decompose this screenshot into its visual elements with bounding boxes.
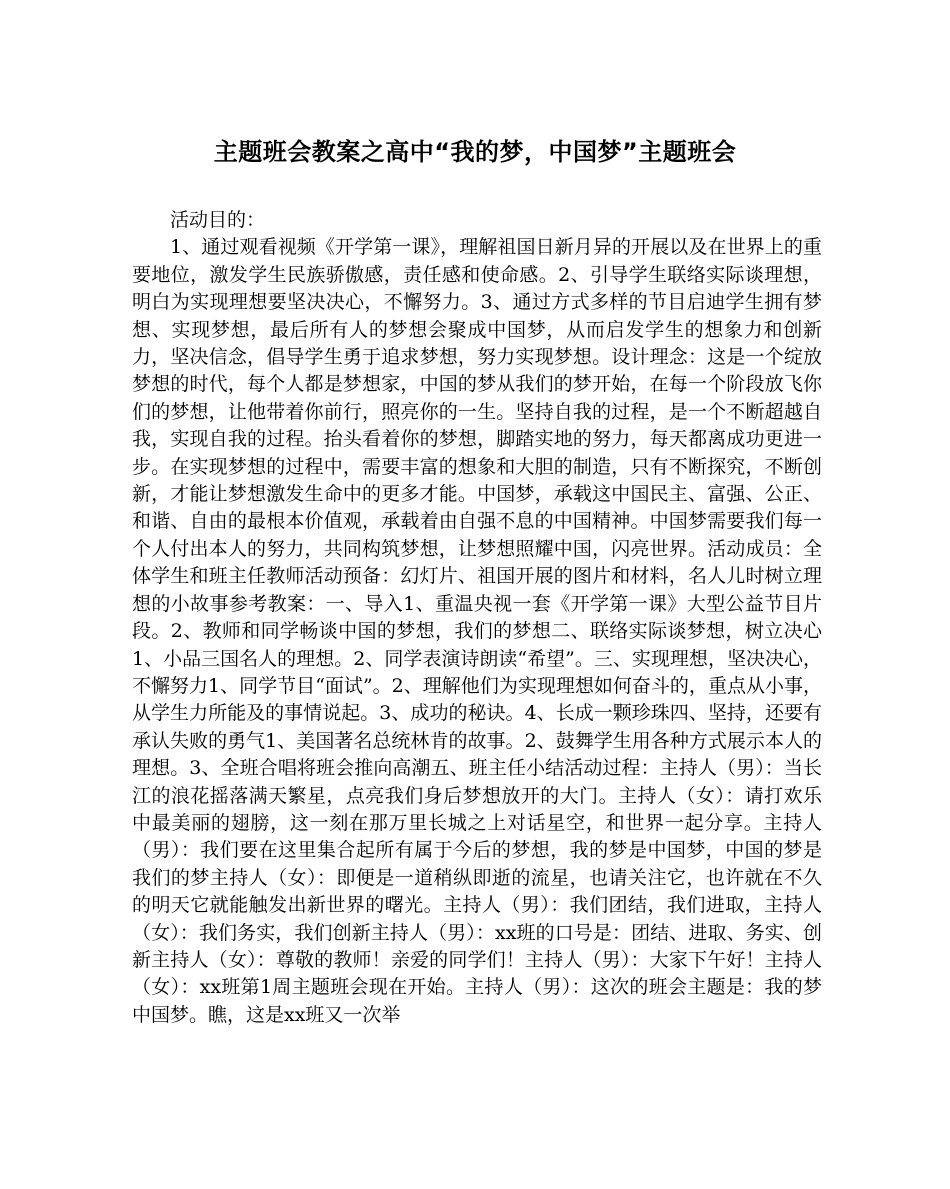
page-title: 主题班会教案之高中“我的梦，中国梦”主题班会: [213, 138, 737, 166]
document-body: [132, 207, 822, 1029]
body-paragraph: 1、通过观看视频《开学第一课》，理解祖国日新月异的开展以及在世界上的重要地位，激发学生民族骄傲感，责任感和使命感。2、引导学生联络实际谈理想，明白为实现理想要坚决决心，不懈努力。3、通过方式多样的节目启迪学生拥有梦想、实现梦想，最后所有人的梦想会聚成中国梦，从而启发学生的想象力和创新力，坚决信念，倡导学生勇于追求梦想，努力实现梦想。设计理念：这是一个绽放梦想的时代，每个人都是梦想家，中国的梦从我们的梦开始，在每一个阶段放飞你们的梦想，让他带着你前行，照亮你的一生。坚持自我的过程，是一个不断超越自我，实现自我的过程。抬头看着你的梦想，脚踏实地的努力，每天都离成功更进一步。在实现梦想的过程中，需要丰富的想象和大胆的制造，只有不断探究，不断创新，才能让梦想激发生命中的更多才能。中国梦，承载这中国民主、富强、公正、和谐、自由的最根本价值观，承载着由自强不息的中国精神。中国梦需要我们每一个人付出本人的努力，共同构筑梦想，让梦想照耀中国，闪亮世界。活动成员：全体学生和班主任教师活动预备：幻灯片、祖国开展的图片和材料，名人儿时树立理想的小故事参考教案：一、导入1、重温央视一套《开学第一课》大型公益节目片段。2、教师和同学畅谈中国的梦想，我们的梦想二、联络实际谈梦想，树立决心1、小品三国名人的理想。2、同学表演诗朗读“希望”。三、实现理想，坚决决心，不懈努力1、同学节目“面试”。2、理解他们为实现理想如何奋斗的，重点从小事，从学生力所能及的事情说起。3、成功的秘诀。4、长成一颗珍珠四、坚持，还要有承认失败的勇气1、美国著名总统林肯的故事。2、鼓舞学生用各种方式展示本人的理想。3、全班合唱将班会推向高潮五、班主任小结活动过程：主持人（男）：当长江的浪花摇落满天繁星，点亮我们身后梦想放开的大门。主持人（女）：请打欢乐中最美丽的翅膀，这一刻在那万里长城之上对话星空，和世界一起分享。主持人（男）：我们要在这里集合起所有属于今后的梦想，我的梦是中国梦，中国的梦是我们的梦主持人（女）：即便是一道稍纵即逝的流星，也请关注它，也许就在不久的明天它就能触发出新世界的曙光。主持人（男）：我们团结，我们进取，主持人（女）：我们务实，我们创新主持人（男）：xx班的口号是：团结、进取、务实、创新主持人（女）：尊敬的教师！亲爱的同学们！主持人（男）：大家下午好！主持人（女）：xx班第1周主题班会现在开始。主持人（男）：这次的班会主题是：我的梦中国梦。瞧，这是xx班又一次举: [132, 236, 822, 1026]
section-heading: 活动目的：: [170, 209, 266, 231]
